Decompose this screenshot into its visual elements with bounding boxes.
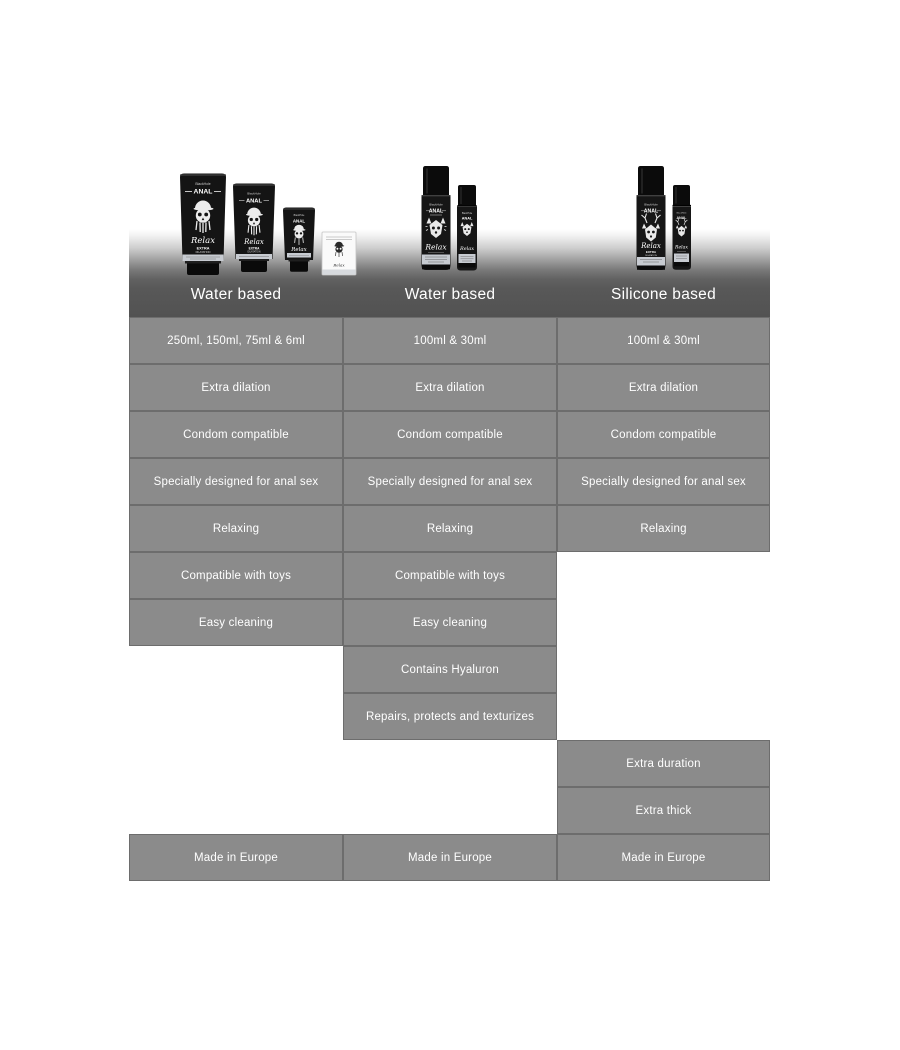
script-label: Relax <box>641 242 661 250</box>
table-cell-relaxing-col2: Relaxing <box>343 505 557 552</box>
table-cell-extra-duration-col3: Extra duration <box>557 740 770 787</box>
brand-label: BlackHole <box>293 214 305 217</box>
product-name-label: ANAL <box>461 216 473 221</box>
product-tube-small <box>283 208 315 272</box>
table-cell-made-in-europe-col3: Made in Europe <box>557 834 770 881</box>
script-label: Relax <box>675 245 688 251</box>
product-sachet <box>322 232 356 275</box>
table-cell-compatible-toys-col1: Compatible with toys <box>129 552 343 599</box>
table-cell-sizes-col3: 100ml & 30ml <box>557 317 770 364</box>
brand-label: BlackHole <box>644 202 658 207</box>
script-label: Relax <box>291 247 307 253</box>
table-cell-easy-cleaning-col2: Easy cleaning <box>343 599 557 646</box>
product-name-label: ANAL <box>428 208 444 215</box>
product-name-label: ANAL <box>643 208 659 215</box>
column-header-2: Water based <box>404 286 496 303</box>
product-bottle-large <box>422 166 451 270</box>
table-cell-easy-cleaning-col1: Easy cleaning <box>129 599 343 646</box>
table-cell-contains-hyaluron-col2: Contains Hyaluron <box>343 646 557 693</box>
product-name-label: ANAL <box>193 188 213 196</box>
product-name-label: ANAL <box>245 198 263 205</box>
script-label: Relax <box>190 236 216 246</box>
table-cell-compatible-toys-col2: Compatible with toys <box>343 552 557 599</box>
table-cell-extra-thick-col3: Extra thick <box>557 787 770 834</box>
product-image-bottles-water <box>415 164 485 276</box>
brand-label: BlackHole <box>195 182 211 186</box>
dilatation-label: DILATATION <box>195 251 211 254</box>
brand-label: BlackHole <box>676 212 687 215</box>
table-cell-condom-compatible-col3: Condom compatible <box>557 411 770 458</box>
table-cell-sizes-col1: 250ml, 150ml, 75ml & 6ml <box>129 317 343 364</box>
table-cell-specially-designed-col1: Specially designed for anal sex <box>129 458 343 505</box>
product-tube-medium <box>233 184 275 273</box>
table-cell-specially-designed-col2: Specially designed for anal sex <box>343 458 557 505</box>
product-bottle-large <box>637 166 666 270</box>
script-label: Relax <box>333 262 345 268</box>
table-cell-made-in-europe-col2: Made in Europe <box>343 834 557 881</box>
product-tube-large <box>180 174 226 276</box>
table-cell-extra-dilation-col3: Extra dilation <box>557 364 770 411</box>
table-cell-sizes-col2: 100ml & 30ml <box>343 317 557 364</box>
feature-table <box>129 317 770 881</box>
dilatation-label: DILATATION <box>247 251 261 254</box>
table-cell-relaxing-col1: Relaxing <box>129 505 343 552</box>
product-name-label: ANAL <box>292 218 306 224</box>
table-cell-repairs-col2: Repairs, protects and texturizes <box>343 693 557 740</box>
product-name-label: ANAL <box>676 216 687 220</box>
dilatation-label: DILATATION <box>645 254 657 257</box>
script-label: Relax <box>459 246 475 252</box>
table-cell-relaxing-col3: Relaxing <box>557 505 770 552</box>
script-label: Relax <box>425 242 447 252</box>
brand-label: BlackHole <box>461 213 473 215</box>
table-cell-specially-designed-col3: Specially designed for anal sex <box>557 458 770 505</box>
brand-label: BlackHole <box>247 191 261 196</box>
table-cell-made-in-europe-col1: Made in Europe <box>129 834 343 881</box>
table-cell-condom-compatible-col1: Condom compatible <box>129 411 343 458</box>
product-bottle-small <box>673 185 692 270</box>
product-image-bottles-silicone <box>630 163 700 276</box>
table-cell-condom-compatible-col2: Condom compatible <box>343 411 557 458</box>
script-label: Relax <box>244 238 264 246</box>
column-header-1: Water based <box>190 286 282 303</box>
extra-label: EXTRA <box>248 246 260 251</box>
extra-label: EXTRA <box>196 246 210 251</box>
product-bottle-small <box>457 185 477 271</box>
extra-label: EXTRA <box>645 250 657 254</box>
brand-label: BlackHole <box>429 202 443 207</box>
product-image-tubes <box>175 170 360 276</box>
table-cell-extra-dilation-col1: Extra dilation <box>129 364 343 411</box>
column-header-3: Silicone based <box>610 286 717 303</box>
table-cell-extra-dilation-col2: Extra dilation <box>343 364 557 411</box>
